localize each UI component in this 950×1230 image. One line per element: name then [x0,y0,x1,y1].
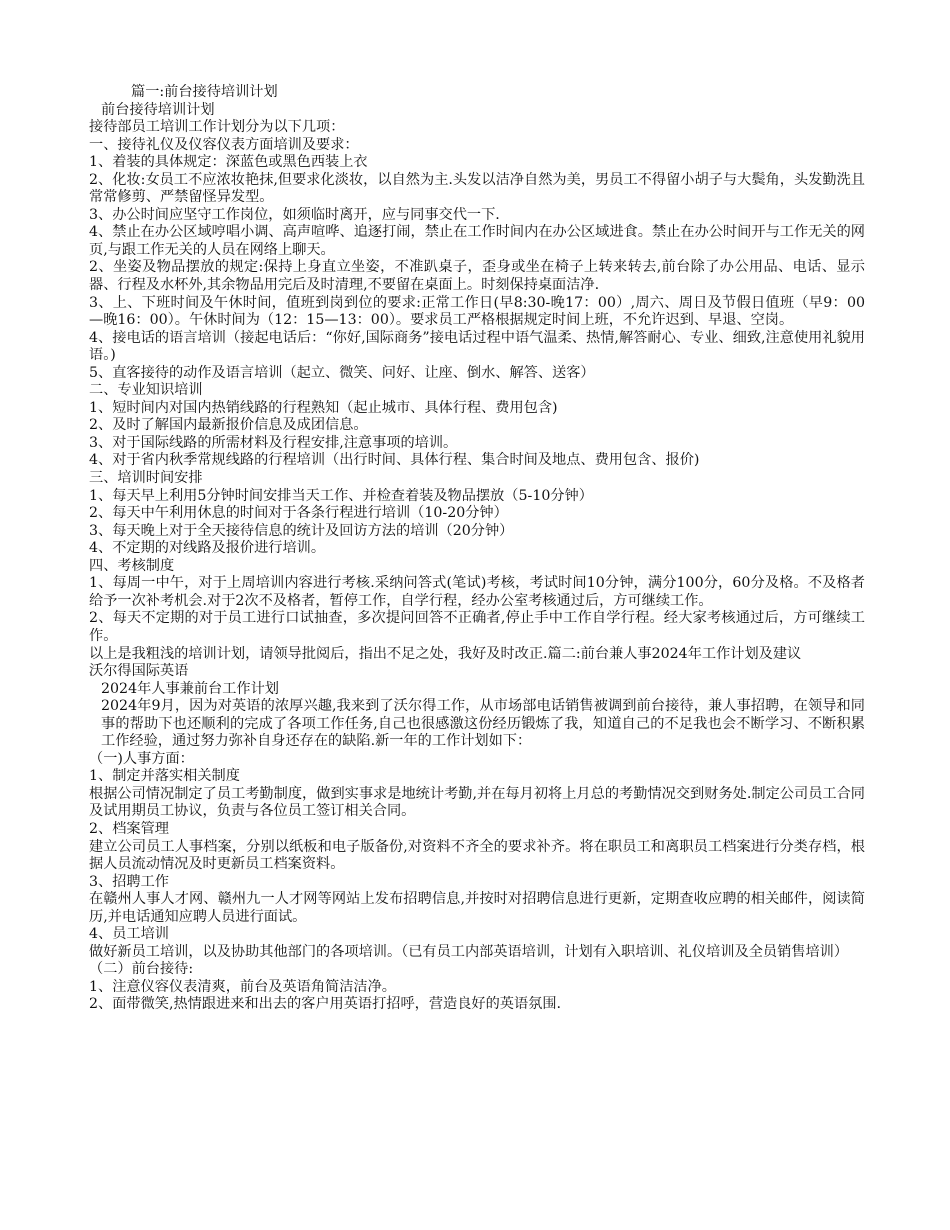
item-heading: 1、制定并落实相关制度 [89,768,240,785]
subsection-heading: （二）前台接待: [89,961,194,978]
paragraph: 2、坐姿及物品摆放的规定:保持上身直立坐姿，不准趴桌子，歪身或坐在椅子上转来转去,前台除了办公用品、电话、显示器、行程及水杯外,其余物品用完后及时清理,不要留在桌面上。时刻保持桌面洁净. [89,259,865,294]
paragraph: 1、每天早上利用5分钟时间安排当天工作、并检查着装及物品摆放（5-10分钟） [89,487,593,504]
item-heading: 2、档案管理 [89,820,169,837]
paragraph: 在赣州人事人才网、赣州九一人才网等网站上发布招聘信息,并按时对招聘信息进行更新，定期查收应聘的相关邮件，阅读简历,并电话通知应聘人员进行面试。 [89,891,865,925]
paragraph: 根据公司情况制定了员工考勤制度，做到实事求是地统计考勤,并在每月初将上月总的考勤情况交到财务处.制定公司员工合同及试用期员工协议，负责与各位员工签订相关合同。 [89,785,865,820]
document-title: 前台接待培训计划 [101,101,215,118]
paragraph: 3、上、下班时间及午休时间，值班到岗到位的要求:正常工作日(早8:30-晚17：00）,周六、周日及节假日值班（早9：00—晚16：00）。午休时间为（12：15—13：00）。要求员工严格根据规定时间上班，不允许迟到、早退、空岗。 [89,294,865,329]
paragraph: 做好新员工培训，以及协助其他部门的各项培训。（已有员工内部英语培训，计划有入职培训、礼仪培训及全员销售培训） [89,943,849,960]
item-heading: 4、员工培训 [89,926,169,943]
plan-title: 2024年人事兼前台工作计划 [101,680,279,697]
paragraph: 建立公司员工人事档案，分别以纸板和电子版备份,对资料不齐全的要求补齐。将在职员工和离职员工档案进行分类存档，根据人员流动情况及时更新员工档案资料。 [89,838,865,873]
section-heading: 一、接待礼仪及仪容仪表方面培训及要求： [89,136,359,153]
paragraph: 4、不定期的对线路及报价进行培训。 [89,540,326,557]
item-heading: 3、招聘工作 [89,873,169,890]
paragraph: 以上是我粗浅的培训计划，请领导批阅后，指出不足之处，我好及时改正.篇二:前台兼人事2024年工作计划及建议 [89,645,802,662]
paragraph: 1、每周一中午，对于上周培训内容进行考核.采纳问答式(笔试)考核，考试时间10分钟，满分100分，60分及格。不及格者给予一次补考机会.对于2次不及格者，暂停工作，自学行程，经办公室考核通过后，方可继续工作。 [89,575,865,609]
paragraph: 2、化妆:女员工不应浓妆艳抹,但要求化淡妆，以自然为主.头发以洁净自然为美，男员工不得留小胡子与大鬓角，头发勤洗且常常修剪、严禁留怪异发型。 [89,171,865,206]
paragraph: 4、禁止在办公区域哼唱小调、高声喧哗、追逐打闹，禁止在工作时间内在办公区域进食。禁止在办公时间开与工作无关的网页,与跟工作无关的人员在网络上聊天。 [89,224,865,258]
subsection-heading: （一)人事方面： [89,750,194,767]
paragraph: 3、对于国际线路的所需材料及行程安排,注意事项的培训。 [89,434,458,451]
paragraph: 1、着装的具体规定：深蓝色或黑色西装上衣 [89,154,368,171]
section-heading: 三、培训时间安排 [89,470,203,487]
paragraph: 3、每天晚上对于全天接待信息的统计及回访方法的培训（20分钟） [89,522,514,539]
section-title: 篇一:前台接待培训计划 [131,84,278,100]
paragraph: 3、办公时间应坚守工作岗位，如须临时离开，应与同事交代一下. [89,206,500,223]
paragraph: 4、接电话的语言培训（接起电话后：“你好,国际商务”接电话过程中语气温柔、热情,解答耐心、专业、细致,注意使用礼貌用语。) [89,329,865,364]
organization-name: 沃尔得国际英语 [89,663,189,680]
paragraph: 接待部员工培训工作计划分为以下几项： [89,119,345,136]
paragraph: 2024年9月，因为对英语的浓厚兴趣,我来到了沃尔得工作，从市场部电话销售被调到前台接待，兼人事招聘，在领导和同事的帮助下也还顺利的完成了各项工作任务,自己也很感激这份经历锻炼了我，知道自己的不足我也会不断学习、不断积累工作经验，通过努力弥补自身还存在的缺陷.新一年的工作计划如下： [101,698,865,750]
paragraph: 2、每天中午利用休息的时间对于各条行程进行培训（10-20分钟） [89,505,508,522]
section-heading: 四、考核制度 [89,557,175,574]
paragraph: 1、短时间内对国内热销线路的行程熟知（起止城市、具体行程、费用包含) [89,399,558,416]
paragraph: 2、面带微笑,热情跟进来和出去的客户用英语打招呼，营造良好的英语氛围. [89,996,562,1013]
paragraph: 4、对于省内秋季常规线路的行程培训（出行时间、具体行程、集合时间及地点、费用包含、报价) [89,452,700,469]
paragraph: 1、注意仪容仪表清爽，前台及英语角简洁洁净。 [89,978,396,995]
document-body [89,84,865,1014]
paragraph: 2、每天不定期的对于员工进行口试抽查，多次提问回答不正确者,停止手中工作自学行程。经大家考核通过后，方可继续工作。 [89,610,865,644]
paragraph: 5、直客接待的动作及语言培训（起立、微笑、问好、让座、倒水、解答、送客） [89,364,595,381]
paragraph: 2、及时了解国内最新报价信息及成团信息。 [89,417,368,434]
section-heading: 二、专业知识培训 [89,382,203,399]
